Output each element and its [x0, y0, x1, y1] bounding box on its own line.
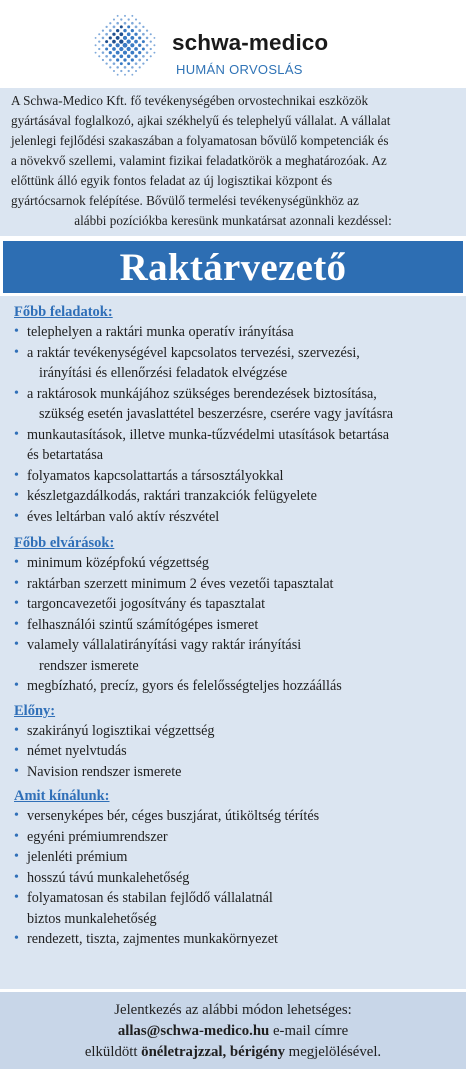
section-heading: Előny:: [14, 702, 56, 719]
list-item-text: biztos munkalehetőség: [27, 910, 157, 927]
list-item: [14, 721, 456, 742]
list-item-text: irányítási és ellenőrzési feladatok elvégzése: [39, 365, 288, 381]
logo-dot: [127, 54, 131, 58]
list-item: [14, 507, 456, 528]
logo-dot: [127, 39, 131, 43]
logo-dot: [123, 43, 128, 48]
logo-dot: [124, 66, 127, 69]
logo-dot: [105, 33, 108, 36]
logo-dot: [128, 18, 130, 20]
logo-dot: [95, 37, 97, 39]
logo-dot: [135, 70, 137, 72]
logo-dot: [131, 74, 133, 76]
brand-name: schwa-medico: [172, 30, 329, 55]
footer-text: elküldött: [84, 1044, 142, 1060]
logo-dot: [135, 26, 138, 29]
list-item-text: versenyképes bér, céges buszjárat, útiköltség térítés: [27, 808, 320, 824]
list-item-text: német nyelvtudás: [27, 743, 127, 759]
logo-dot: [134, 47, 138, 51]
logo-dot: [113, 70, 115, 72]
intro-line: A Schwa-Medico Kft. fő tevékenységében orvostechnikai eszközök: [11, 93, 369, 108]
logo-dot: [146, 44, 149, 47]
logo-dot: [131, 22, 134, 25]
job-details: [0, 296, 466, 989]
logo-dot: [134, 40, 138, 44]
list-item: [14, 741, 456, 762]
title-banner: [0, 238, 466, 296]
logo-dot: [146, 29, 148, 31]
logo-dot: [98, 48, 100, 50]
list-item: [14, 806, 456, 827]
footer-emphasis: önéletrajzzal, bérigény: [141, 1044, 285, 1060]
dot-globe-logo-icon: [90, 10, 160, 80]
logo-dot: [116, 51, 120, 55]
list-item: [14, 343, 456, 384]
list-item: [14, 425, 456, 466]
logo-dot: [116, 29, 119, 32]
logo-dot: [134, 33, 137, 36]
logo-dot: [113, 18, 115, 20]
list-item-text: minimum középfokú végzettség: [27, 555, 210, 571]
logo-dot: [150, 33, 152, 35]
logo-dot: [98, 33, 100, 35]
list-item-text: szükség esetén javaslattétel beszerzésre, cserére vagy javításra: [39, 406, 394, 422]
logo-dot: [116, 36, 120, 40]
section: [14, 527, 456, 697]
logo-dot: [142, 33, 145, 36]
list-item-text: felhasználói szintű számítógépes ismeret: [27, 616, 259, 633]
logo-dot: [150, 40, 152, 42]
logo-dot: [116, 58, 119, 61]
intro-paragraph: [0, 88, 466, 236]
section: [14, 296, 456, 527]
footer-line: Jelentkezés az alábbi módon lehetséges:: [114, 1002, 352, 1018]
list-item: [14, 574, 456, 595]
logo-dot: [112, 40, 116, 44]
logo-dot: [123, 58, 126, 61]
list-item-text: rendszer ismerete: [39, 657, 139, 674]
list-item-text: raktárban szerzett minimum 2 éves vezetői tapasztalat: [27, 575, 334, 592]
footer-text: megjelölésével.: [284, 1044, 382, 1060]
intro-line: előttünk álló egyik fontos feladat az új logisztikai központ és: [11, 173, 333, 188]
list-item: [14, 676, 456, 697]
list-item-text: a raktárosok munkájához szükséges berendezések biztosítása,: [27, 385, 377, 402]
list-item-text: egyéni prémiumrendszer: [27, 828, 168, 845]
logo-dot: [102, 37, 105, 40]
intro-line: gyártásával foglalkozó, ajkai székhelyű és telephelyű vállalat. A vállalat: [11, 113, 391, 128]
logo-dot: [123, 36, 127, 40]
logo-dot: [142, 55, 145, 58]
logo-dot: [109, 29, 112, 32]
list-item-text: megbízható, precíz, gyors és felelősségteljes hozzáállás: [27, 678, 342, 694]
logo-dot: [95, 52, 97, 54]
list-item: [14, 594, 456, 615]
logo-dot: [112, 33, 115, 36]
logo-dot: [113, 62, 116, 65]
list-item-text: és betartatása: [27, 447, 104, 463]
bullet-list: [14, 721, 456, 783]
list-item: [14, 384, 456, 425]
logo-dot: [142, 40, 145, 43]
logo-dot: [119, 47, 123, 51]
list-item: [14, 486, 456, 507]
logo-dot: [117, 74, 119, 76]
section: [14, 697, 456, 783]
logo-dot: [130, 36, 134, 40]
list-item-text: telephelyen a raktári munka operatív irányítása: [27, 324, 294, 340]
logo-dot: [113, 26, 116, 29]
job-title: Raktárvezető: [119, 245, 347, 289]
list-item-text: valamely vállalatirányítási vagy raktár irányítási: [27, 637, 302, 653]
intro-line: a növekvő szellemi, valamint fizikai feladatkörök a meghatározóak. Az: [11, 153, 387, 168]
logo-dot: [109, 44, 112, 47]
logo-dot: [153, 52, 155, 54]
section-heading: Főbb feladatok:: [14, 304, 113, 320]
logo-dot: [105, 47, 108, 50]
list-item: [14, 553, 456, 574]
logo-dot: [119, 39, 123, 43]
bullet-list: [14, 322, 456, 527]
section-heading: Főbb elvárások:: [14, 535, 115, 551]
logo-dot: [120, 70, 122, 72]
logo-dot: [138, 44, 141, 47]
logo-dot: [150, 55, 152, 57]
title-banner-fill: [3, 241, 463, 293]
list-item: [14, 868, 456, 889]
footer-line: [0, 1042, 466, 1063]
logo-dot: [146, 59, 148, 61]
list-item-text: folyamatosan és stabilan fejlődő vállalatnál: [27, 890, 273, 906]
list-item-text: éves leltárban való aktív részvétel: [27, 508, 220, 525]
logo-dot: [109, 36, 112, 39]
logo-dot: [135, 62, 138, 65]
logo-dot: [131, 66, 134, 69]
logo-dot: [102, 29, 104, 31]
logo-dot: [112, 47, 116, 51]
logo-dot: [116, 66, 119, 69]
logo-dot: [150, 48, 152, 50]
logo-dot: [95, 44, 97, 46]
list-item: [14, 762, 456, 783]
list-item-text: folyamatos kapcsolattartás a társosztályokkal: [27, 467, 284, 484]
logo-dot: [138, 59, 141, 62]
logo-dot: [117, 15, 119, 17]
logo-dot: [98, 40, 100, 42]
logo-dot: [102, 59, 104, 61]
list-item: [14, 615, 456, 636]
section: [14, 782, 456, 950]
bullet-list: [14, 806, 456, 950]
list-item: [14, 888, 456, 929]
logo-dot: [109, 66, 111, 68]
logo-dot: [138, 29, 141, 32]
contact-email-link[interactable]: allas@schwa-medico.hu: [117, 1023, 270, 1039]
logo-dot: [135, 18, 137, 20]
list-item: [14, 827, 456, 848]
logo-dot: [146, 51, 149, 54]
logo-dot: [131, 29, 134, 32]
logo-dot: [123, 29, 126, 32]
logo-dot: [98, 55, 100, 57]
list-item-text: a raktár tevékenységével kapcsolatos tervezési, szervezési,: [27, 344, 360, 361]
list-item-text: készletgazdálkodás, raktári tranzakciók felügyelete: [27, 488, 317, 504]
logo-dot: [109, 59, 112, 62]
logo-dot: [134, 55, 137, 58]
logo-dot: [102, 44, 105, 47]
logo-dot: [130, 43, 134, 47]
footer-line: [0, 1021, 466, 1042]
logo-dot: [120, 25, 123, 28]
section-heading: Amit kínálunk:: [14, 788, 110, 804]
logo-dot: [127, 32, 131, 36]
list-item: [14, 466, 456, 487]
logo-dot: [124, 74, 126, 76]
logo-dot: [153, 37, 155, 39]
logo-dot: [138, 51, 141, 54]
logo-dot: [120, 18, 122, 20]
logo-dot: [138, 36, 141, 39]
intro-line: gyártócsarnok felépítése. Bővülő termelési tevékenységünkhöz az: [11, 193, 359, 208]
list-item: [14, 929, 456, 950]
logo-dot: [105, 40, 108, 43]
brand-tagline: HUMÁN ORVOSLÁS: [176, 62, 303, 77]
logo-dot: [119, 32, 123, 36]
logo-dot: [139, 22, 141, 24]
logo-dot: [105, 26, 107, 28]
logo-dot: [124, 22, 127, 25]
list-item-text: Navision rendszer ismerete: [27, 763, 182, 780]
list-item-text: jelenléti prémium: [27, 849, 128, 865]
logo-dot: [127, 47, 131, 51]
logo-dot: [116, 43, 120, 47]
logo-dot: [120, 54, 124, 58]
application-footer: [0, 989, 466, 1069]
list-item: [14, 322, 456, 343]
bullet-list: [14, 553, 456, 697]
logo-dot: [142, 63, 144, 65]
logo-dot: [127, 62, 130, 65]
logo-dot: [109, 22, 111, 24]
list-item: [14, 847, 456, 868]
logo-dot: [109, 51, 112, 54]
list-item-text: targoncavezetői jogosítvány és tapasztalat: [27, 596, 266, 612]
logo-dot: [124, 15, 126, 17]
logo-dot: [139, 66, 141, 68]
logo-dot: [127, 25, 130, 28]
logo-dot: [102, 51, 105, 54]
logo-dot: [131, 58, 134, 61]
footer-text: e-mail címre: [269, 1023, 349, 1039]
logo-dot: [153, 44, 155, 46]
logo-dot: [116, 22, 119, 25]
logo-dot: [128, 70, 130, 72]
logo-dot: [123, 51, 127, 55]
logo-dot: [112, 55, 115, 58]
logo-dot: [142, 26, 144, 28]
intro-line: alábbi pozíciókba keresünk munkatársat azonnali kezdéssel:: [74, 213, 392, 228]
list-item-text: munkautasítások, illetve munka-tűzvédelmi utasítások betartása: [27, 426, 390, 443]
list-item-text: hosszú távú munkalehetőség: [27, 869, 190, 886]
logo-dot: [146, 37, 149, 40]
logo-dot: [120, 62, 123, 65]
list-item-text: szakirányú logisztikai végzettség: [27, 722, 215, 739]
logo-dot: [105, 55, 108, 58]
logo-dot: [105, 63, 107, 65]
header: [0, 0, 466, 88]
logo-dot: [142, 47, 145, 50]
logo-dot: [131, 15, 133, 17]
list-item-text: rendezett, tiszta, zajmentes munkakörnyezet: [27, 931, 278, 947]
logo-dot: [130, 51, 134, 55]
intro-line: jelenlegi fejlődési szakaszában a folyamatosan bővülő kompetenciák és: [11, 133, 389, 148]
list-item: [14, 635, 456, 676]
